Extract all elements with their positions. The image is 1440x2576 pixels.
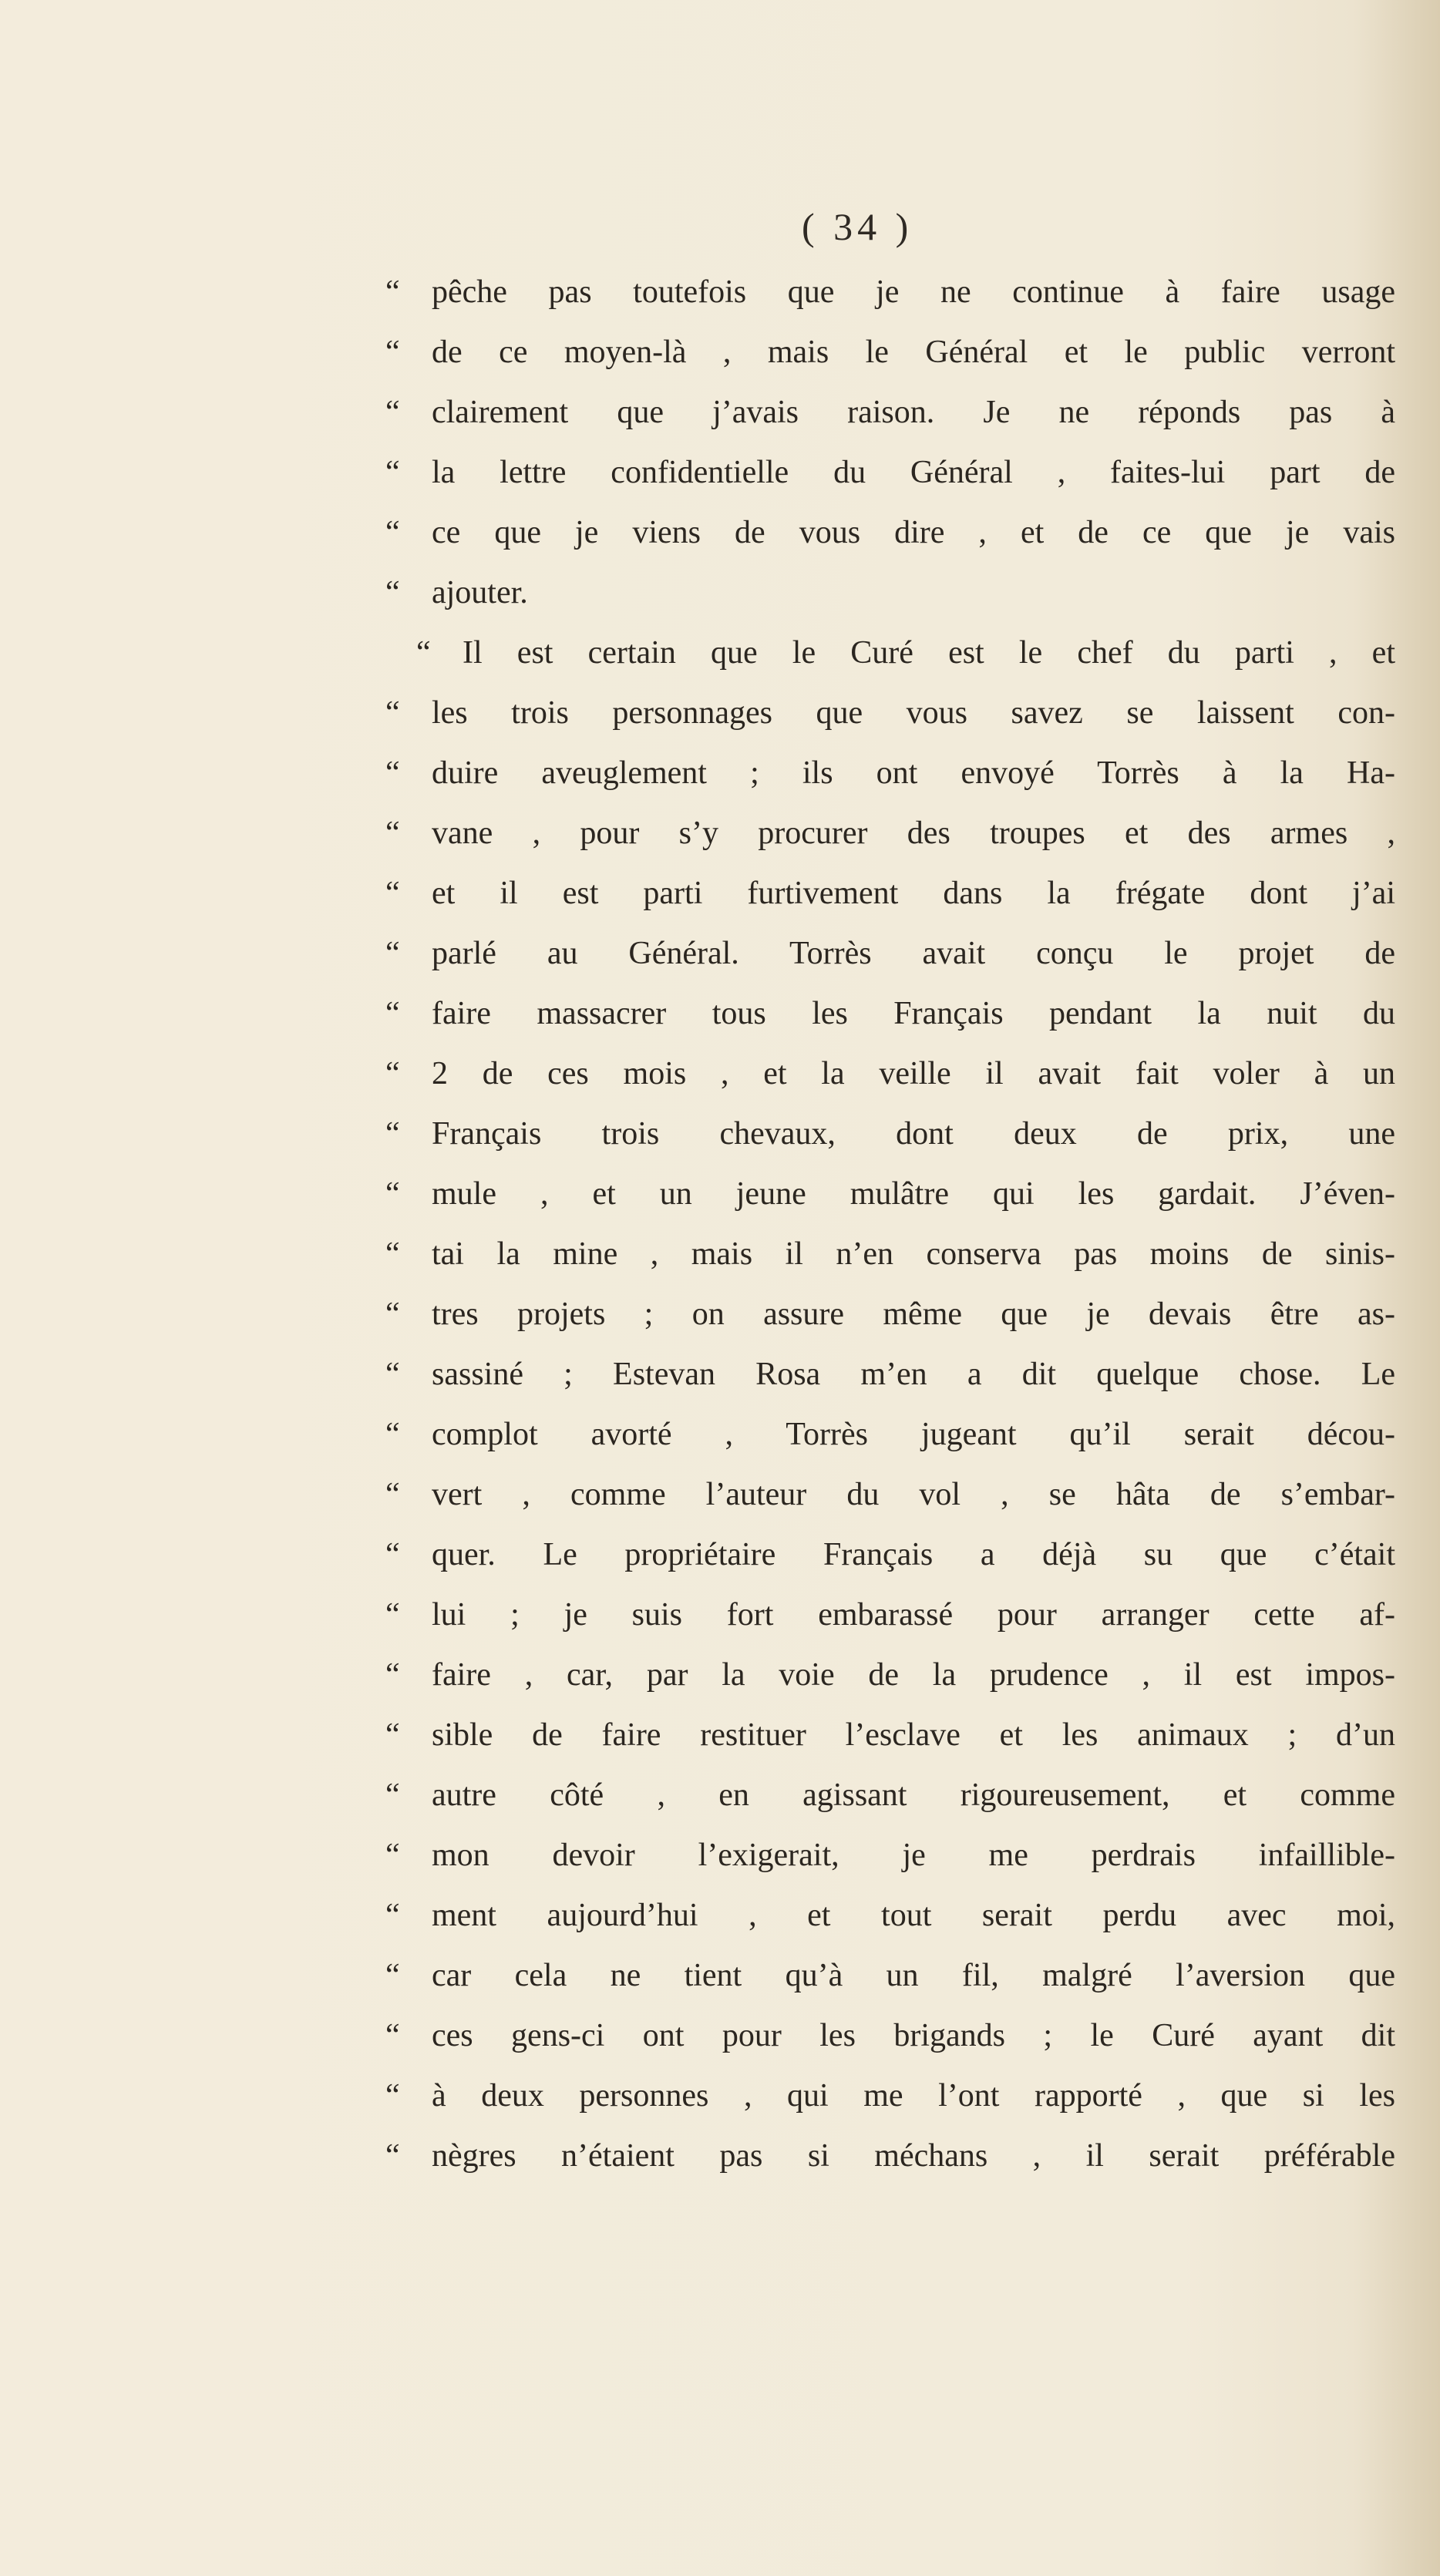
text-line (385, 2126, 1403, 2186)
line-text: vert , comme l’auteur du vol , se hâta de s’embar- (432, 1477, 1395, 1512)
quote-mark: “ (385, 755, 400, 791)
body-text (385, 262, 1403, 2186)
text-line (385, 923, 1403, 984)
quote-mark: “ (385, 2138, 400, 2174)
quote-mark: “ (385, 1116, 400, 1152)
quote-mark: “ (385, 515, 400, 550)
quote-mark: “ (385, 876, 400, 911)
line-text: de ce moyen-là , mais le Général et le public verront (432, 335, 1395, 370)
quote-mark: “ (385, 274, 400, 310)
text-line (385, 1825, 1403, 1885)
text-line (385, 623, 1403, 683)
quote-mark: “ (385, 335, 400, 370)
line-text: nègres n’étaient pas si méchans , il serait préférable (432, 2138, 1395, 2174)
text-line (385, 1645, 1403, 1705)
quote-mark: “ (385, 1717, 400, 1753)
quote-mark: “ (385, 1417, 400, 1452)
line-text: Il est certain que le Curé est le chef du parti , et (463, 635, 1395, 671)
quote-mark: “ (385, 1236, 400, 1272)
text-line (385, 1945, 1403, 2006)
text-line (385, 1344, 1403, 1404)
text-line (385, 262, 1403, 322)
text-line (385, 322, 1403, 382)
line-text: autre côté , en agissant rigoureusement, et comme (432, 1777, 1395, 1813)
quote-mark: “ (385, 455, 400, 490)
text-line (385, 1465, 1403, 1525)
page-number: ( 34 ) (802, 205, 913, 248)
text-line (385, 803, 1403, 863)
quote-mark: “ (385, 1296, 400, 1332)
quote-mark: “ (385, 2018, 400, 2053)
quote-mark: “ (385, 1597, 400, 1633)
quote-mark: “ (385, 1176, 400, 1212)
line-text: les trois personnages que vous savez se laissent con- (432, 695, 1395, 731)
text-line (385, 984, 1403, 1044)
line-text: faire , car, par la voie de la prudence , il est impos- (432, 1657, 1395, 1693)
quote-mark: “ (385, 1477, 400, 1512)
line-text: clairement que j’avais raison. Je ne réponds pas à (432, 395, 1395, 430)
line-text: mon devoir l’exigerait, je me perdrais infaillible- (432, 1838, 1395, 1873)
line-text: complot avorté , Torrès jugeant qu’il serait décou- (432, 1417, 1395, 1452)
text-line (385, 1525, 1403, 1585)
line-text: et il est parti furtivement dans la frégate dont j’ai (432, 876, 1395, 911)
quote-mark: “ (416, 635, 431, 671)
line-text: faire massacrer tous les Français pendant la nuit du (432, 996, 1395, 1031)
quote-mark: “ (385, 695, 400, 731)
text-line (385, 863, 1403, 923)
quote-mark: “ (385, 2078, 400, 2114)
quote-mark: “ (385, 1056, 400, 1091)
quote-mark: “ (385, 816, 400, 851)
text-line (385, 683, 1403, 743)
line-text: duire aveuglement ; ils ont envoyé Torrès à la Ha- (432, 755, 1395, 791)
text-line (385, 1284, 1403, 1344)
quote-mark: “ (385, 1537, 400, 1572)
text-line (385, 1224, 1403, 1284)
line-text: ce que je viens de vous dire , et de ce que je vais (432, 515, 1395, 550)
line-text: pêche pas toutefois que je ne continue à faire usage (432, 274, 1395, 310)
line-text: la lettre confidentielle du Général , faites-lui part de (432, 455, 1395, 490)
text-line (385, 1104, 1403, 1164)
line-text: Français trois chevaux, dont deux de prix, une (432, 1116, 1395, 1152)
text-line (385, 1705, 1403, 1765)
text-line (385, 563, 1403, 623)
quote-mark: “ (385, 1898, 400, 1933)
quote-mark: “ (385, 1777, 400, 1813)
text-line (385, 1765, 1403, 1825)
text-line (385, 1404, 1403, 1465)
text-line (385, 503, 1403, 563)
text-line (385, 1164, 1403, 1224)
text-line (385, 382, 1403, 442)
text-line (385, 2066, 1403, 2126)
quote-mark: “ (385, 996, 400, 1031)
quote-mark: “ (385, 575, 400, 610)
quote-mark: “ (385, 1958, 400, 1993)
quote-mark: “ (385, 936, 400, 971)
line-text: sassiné ; Estevan Rosa m’en a dit quelque chose. Le (432, 1357, 1395, 1392)
line-text: ment aujourd’hui , et tout serait perdu avec moi, (432, 1898, 1395, 1933)
line-text: à deux personnes , qui me l’ont rapporté , que si les (432, 2078, 1395, 2114)
text-line (385, 743, 1403, 803)
line-text: ajouter. (432, 575, 528, 610)
quote-mark: “ (385, 1838, 400, 1873)
text-line (385, 1885, 1403, 1945)
line-text: tai la mine , mais il n’en conserva pas moins de sinis- (432, 1236, 1395, 1272)
line-text: quer. Le propriétaire Français a déjà su que c’était (432, 1537, 1395, 1572)
quote-mark: “ (385, 1357, 400, 1392)
line-text: car cela ne tient qu’à un fil, malgré l’aversion que (432, 1958, 1395, 1993)
line-text: sible de faire restituer l’esclave et les animaux ; d’un (432, 1717, 1395, 1753)
line-text: mule , et un jeune mulâtre qui les gardait. J’éven- (432, 1176, 1395, 1212)
line-text: parlé au Général. Torrès avait conçu le projet de (432, 936, 1395, 971)
quote-mark: “ (385, 1657, 400, 1693)
text-line (385, 1044, 1403, 1104)
line-text: 2 de ces mois , et la veille il avait fait voler à un (432, 1056, 1395, 1091)
text-line (385, 1585, 1403, 1645)
line-text: ces gens-ci ont pour les brigands ; le Curé ayant dit (432, 2018, 1395, 2053)
quote-mark: “ (385, 395, 400, 430)
line-text: vane , pour s’y procurer des troupes et des armes , (432, 816, 1395, 851)
text-line (385, 2006, 1403, 2066)
line-text: lui ; je suis fort embarassé pour arranger cette af- (432, 1597, 1395, 1633)
text-line (385, 442, 1403, 503)
line-text: tres projets ; on assure même que je devais être as- (432, 1296, 1395, 1332)
